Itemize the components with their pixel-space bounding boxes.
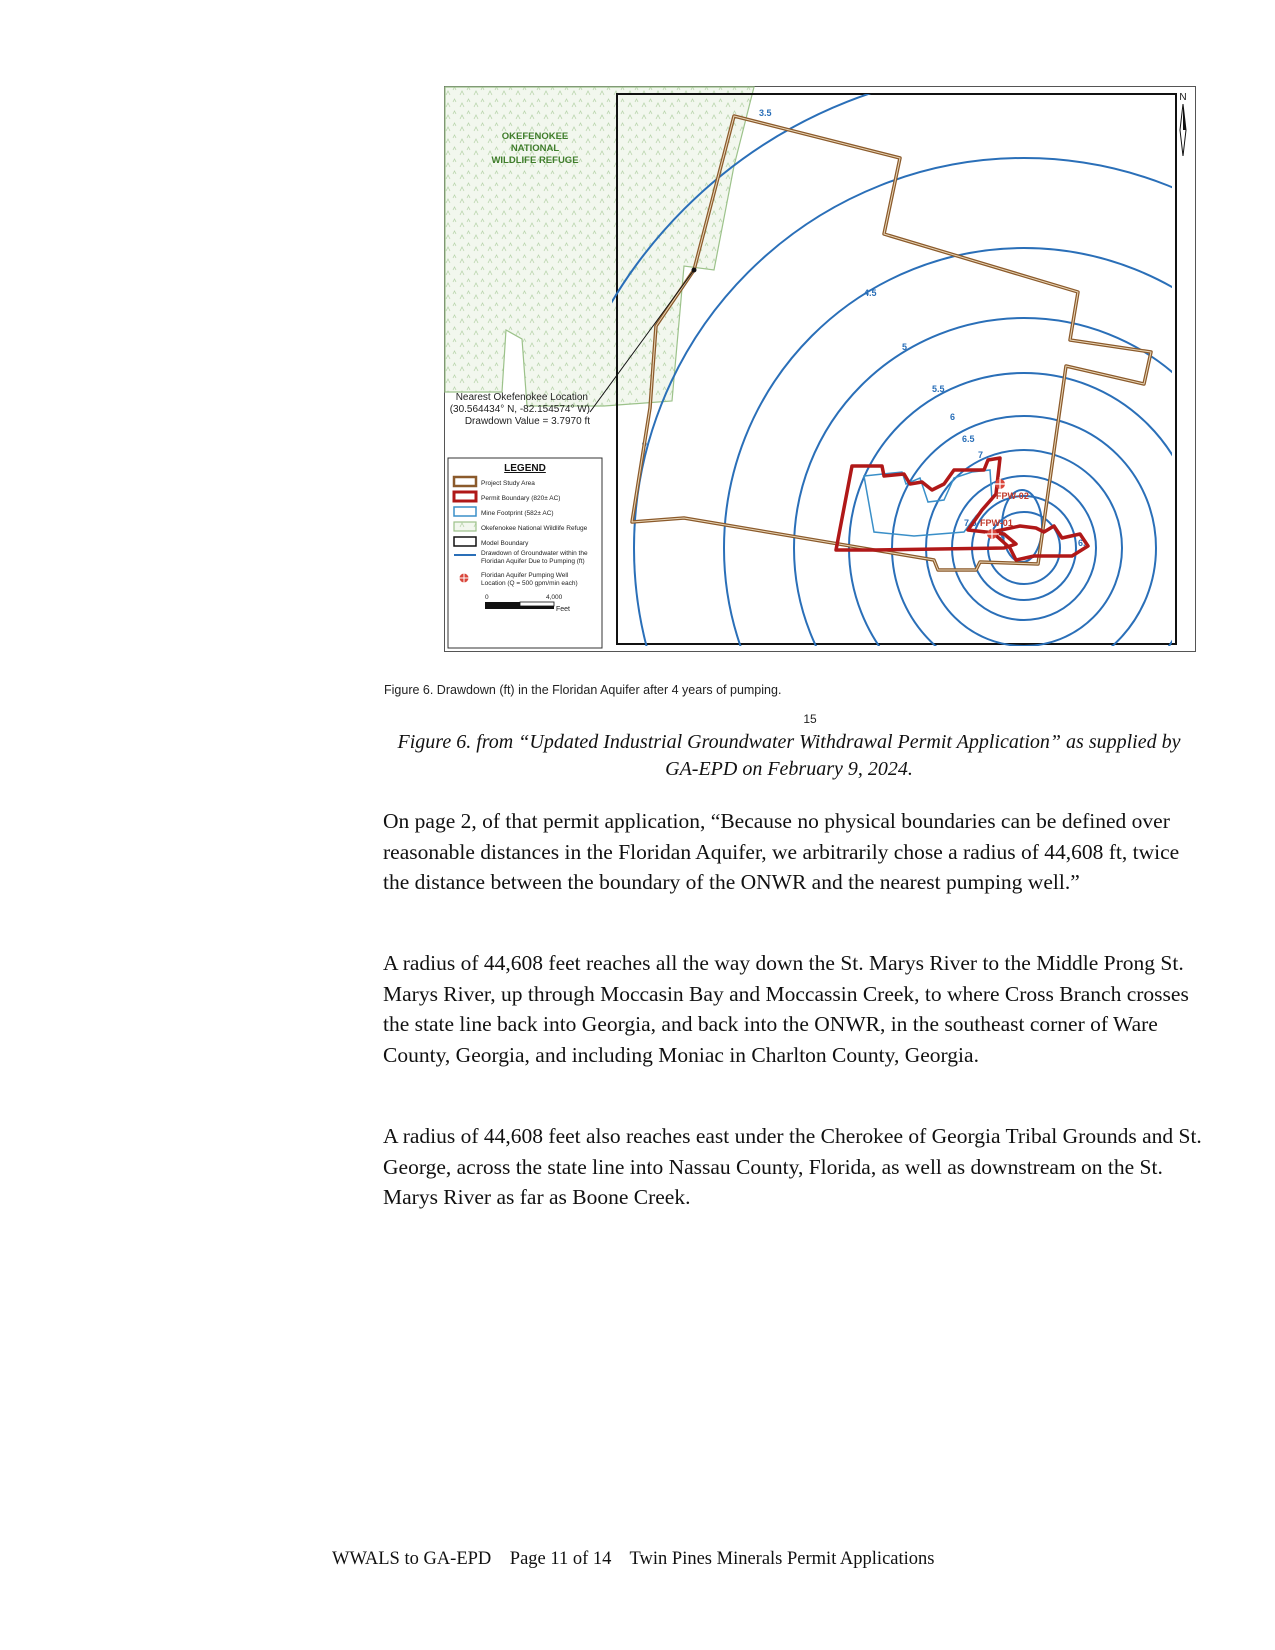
- contour-label: 6.: [1078, 538, 1086, 548]
- contour-label: 5: [902, 342, 908, 352]
- legend-item-label: Location (Q = 500 gpm/min each): [481, 580, 578, 587]
- svg-text:0: 0: [485, 594, 489, 601]
- svg-text:N: N: [1179, 92, 1187, 103]
- refuge-label-line: NATIONAL: [510, 143, 560, 154]
- legend-item-label: Mine Footprint (582± AC): [481, 510, 554, 517]
- nearest-location-text: Drawdown Value = 3.7970 ft: [464, 416, 590, 427]
- nearest-location-marker: [692, 268, 697, 273]
- contour-label: 7.5: [964, 518, 977, 528]
- legend: [448, 458, 602, 648]
- contour-label: 6.5: [962, 434, 975, 444]
- contour-label: 7: [978, 450, 984, 460]
- well-label-fpw-02: FPW-02: [996, 491, 1029, 501]
- refuge-label-line: OKEFENOKEE: [501, 131, 569, 142]
- body-paragraph: On page 2, of that permit application, “Because no physical boundaries can be defined over reasonable distances in the Floridan Aquifer, we arbitrarily chose a radius of 44,608 ft, twice the distance between the boundary of the ONWR and the nearest pumping well.”: [383, 809, 1180, 894]
- legend-item-label: Permit Boundary (820± AC): [481, 495, 561, 502]
- legend-item-label: Floridan Aquifer Pumping Well: [481, 572, 569, 579]
- source-page-number: 15: [803, 712, 817, 726]
- contour-label: 3.5: [759, 108, 772, 118]
- legend-item-label: Project Study Area: [481, 480, 535, 487]
- page-footer: WWALS to GA-EPD Page 11 of 14 Twin Pines Minerals Permit Applications: [332, 1549, 935, 1569]
- legend-swatch: [454, 522, 476, 531]
- legend-item-label: Floridan Aquifer Due to Pumping (ft): [481, 558, 585, 565]
- body-paragraph: A radius of 44,608 feet reaches all the way down the St. Marys River to the Middle Prong St. Marys River, up through Moccasin Bay and Moccassin Creek, to where Cross Branch crosses the state line back into Georgia, and back into the ONWR, in the southeast corner of Ware County, Georgia, and including Moniac in Charlton County, Georgia.: [383, 951, 1189, 1067]
- legend-item-label: Drawdown of Groundwater within the: [481, 550, 588, 557]
- contour-label: 5.5: [932, 384, 945, 394]
- legend-item-label: Model Boundary: [481, 540, 529, 547]
- legend-title: LEGEND: [504, 463, 546, 474]
- contour-label: 4: [642, 438, 648, 448]
- figure-caption: Figure 6. from “Updated Industrial Groundwater Withdrawal Permit Application” as supplied by GA-EPD on February 9, 2024.: [397, 731, 1181, 780]
- legend-item-label: Okefenokee National Wildlife Refuge: [481, 525, 588, 532]
- nearest-location-text: (30.564434° N, -82.154574° W): [449, 404, 590, 415]
- well-label-fpw-01: FPW-01: [980, 518, 1013, 528]
- drawdown-map-figure: [444, 86, 1196, 652]
- contour-label: 6: [950, 412, 956, 422]
- svg-text:4,000: 4,000: [546, 594, 563, 601]
- source-figure-caption: Figure 6. Drawdown (ft) in the Floridan Aquifer after 4 years of pumping.: [384, 683, 782, 697]
- svg-text:Feet: Feet: [556, 606, 571, 613]
- contour-label: 4.5: [864, 288, 877, 298]
- body-paragraph: A radius of 44,608 feet also reaches east under the Cherokee of Georgia Tribal Grounds and St. George, across the state line into Nassau County, Florida, as well as downstream on the St. Marys River as far as Boone Creek.: [383, 1124, 1202, 1209]
- contour-label: 8: [1000, 532, 1006, 542]
- nearest-location-text: Nearest Okefenokee Location: [455, 392, 588, 403]
- refuge-label-line: WILDLIFE REFUGE: [491, 155, 579, 166]
